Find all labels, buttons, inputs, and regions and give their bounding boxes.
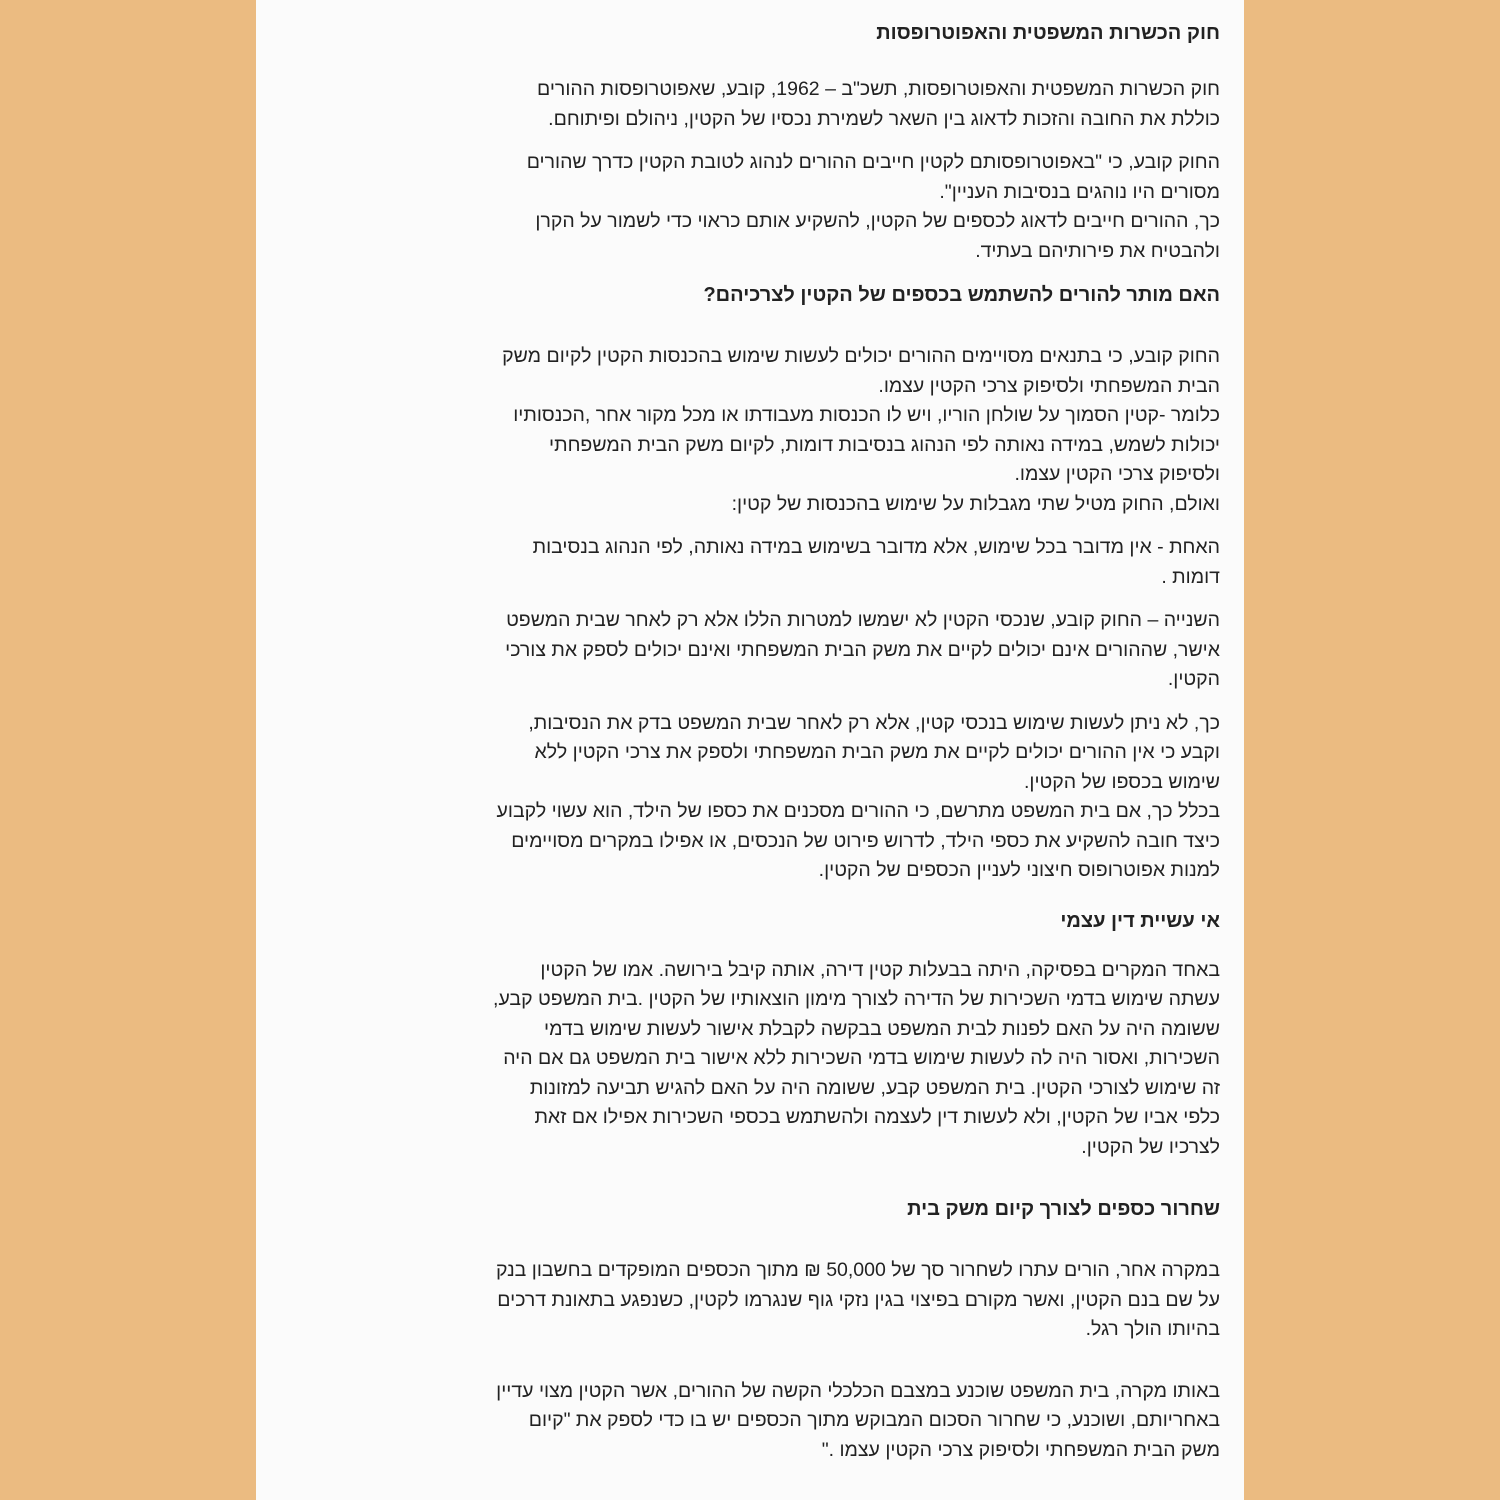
intro-paragraph-2: החוק קובע, כי "באפוטרופסותם לקטין חייבים ההורים לנהוג לטובת הקטין כדרך שהורים מסורים היו נוהגים בנסיבות העניין". כך, ההורים חייבים לדאוג לכספים של הקטין, להשקיע אותם כראוי כדי לשמור על הקרן ולהבטיח את פירותיהם בעתיד. [526,151,1220,262]
section2-paragraph-1: באחד המקרים בפסיקה, היתה בבעלות קטין דירה, אותה קיבל בירושה. אמו של הקטין עשתה שימוש בדמי השכירות של הדירה לצורך מימון הוצאותיו של הקטין .בית המשפט קבע, ששומה היה על האם לפנות לבית המשפט בבקשה לקבלת אישור לעשות שימוש בדמי השכירות, ואסור היה לה לעשות שימוש בדמי השכירות ללא אישור בית המשפט גם אם היה זה שימוש לצורכי הקטין. בית המשפט קבע, ששומה היה על האם להגיש תביעה למזונות כלפי אביו של הקטין, ולא לעשות דין לעצמה ולהשתמש בכספי השכירות אפילו אם זאת לצרכיו של הקטין. [493,958,1220,1158]
section1-paragraph-4: כך, לא ניתן לעשות שימוש בנכסי קטין, אלא רק לאחר שבית המשפט בדק את הנסיבות, וקבע כי אין ההורים יכולים לקיים את משק הבית המשפחתי ולספק את צרכי הקטין ללא שימוש בכספו של הקטין. בכלל כך, אם בית המשפט מתרשם, כי ההורים מסכנים את כספו של הילד, הוא עשוי לקבוע כיצד חובה להשקיע את כספי הילד, לדרוש פירוט של הנכסים, או אפילו במקרים מסויימים למנות אפוטרופוס חיצוני לעניין הכספים של הקטין. [496,711,1220,881]
document-title: חוק הכשרות המשפטית והאפוטרופסות [876,22,1220,44]
section-heading-self-help: אי עשיית דין עצמי [1060,909,1220,932]
document-content [300,18,1220,1465]
section-heading-parents-use: האם מותר להורים להשתמש בכספים של הקטין לצרכיהם? [703,284,1220,306]
section3-paragraph-2: באותו מקרה, בית המשפט שוכנע במצבם הכלכלי הקשה של ההורים, אשר הקטין מצוי עדיין באחריותם, ושוכנע, כי שחרור הסכום המבוקש מתוך הכספים יש בו כדי לספק את "קיום משק הבית המשפחתי ולסיפוק צרכי הקטין עצמו ." [496,1379,1220,1461]
section-heading-release-funds: שחרור כספים לצורך קיום משק בית [907,1198,1220,1220]
intro-paragraph-1: חוק הכשרות המשפטית והאפוטרופסות, תשכ"ב – 1962, קובע, שאפוטרופסות ההורים כוללת את החובה והזכות לדאוג בין השאר לשמירת נכסיו של הקטין, ניהולם ופיתוחם. [537,78,1220,130]
document-page [256,0,1244,1500]
section1-paragraph-3: השנייה – החוק קובע, שנכסי הקטין לא ישמשו למטרות הללו אלא רק לאחר שבית המשפט אישר, שההורים אינם יכולים לקיים את משק הבית המשפחתי ואינם יכולים לספק את צורכי הקטין. [505,609,1220,690]
section1-paragraph-1: החוק קובע, כי בתנאים מסויימים ההורים יכולים לעשות שימוש בהכנסות הקטין לקיום משק הבית המשפחתי ולסיפוק צרכי הקטין עצמו. כלומר -קטין הסמוך על שולחן הוריו, ויש לו הכנסות מעבודתו או מכל מקור אחר ,הכנסותיו יכולות לשמש, במידה נאותה לפי הנהוג בנסיבות דומות, לקיום משק הבית המשפחתי ולסיפוק צרכי הקטין עצמו. ואולם, החוק מטיל שתי מגבלות על שימוש בהכנסות של קטין: [502,345,1220,515]
section3-paragraph-1: במקרה אחר, הורים עתרו לשחרור סך של 50,000 ₪ מתוך הכספים המופקדים בחשבון בנק על שם בנם הקטין, ואשר מקורם בפיצוי בגין נזקי גוף שנגרמו לקטין, כשנפגע בתאונת דרכים בהיותו הולך רגל. [495,1259,1220,1340]
section1-paragraph-2: האחת - אין מדובר בכל שימוש, אלא מדובר בשימוש במידה נאותה, לפי הנהוג בנסיבות דומות . [532,536,1220,588]
